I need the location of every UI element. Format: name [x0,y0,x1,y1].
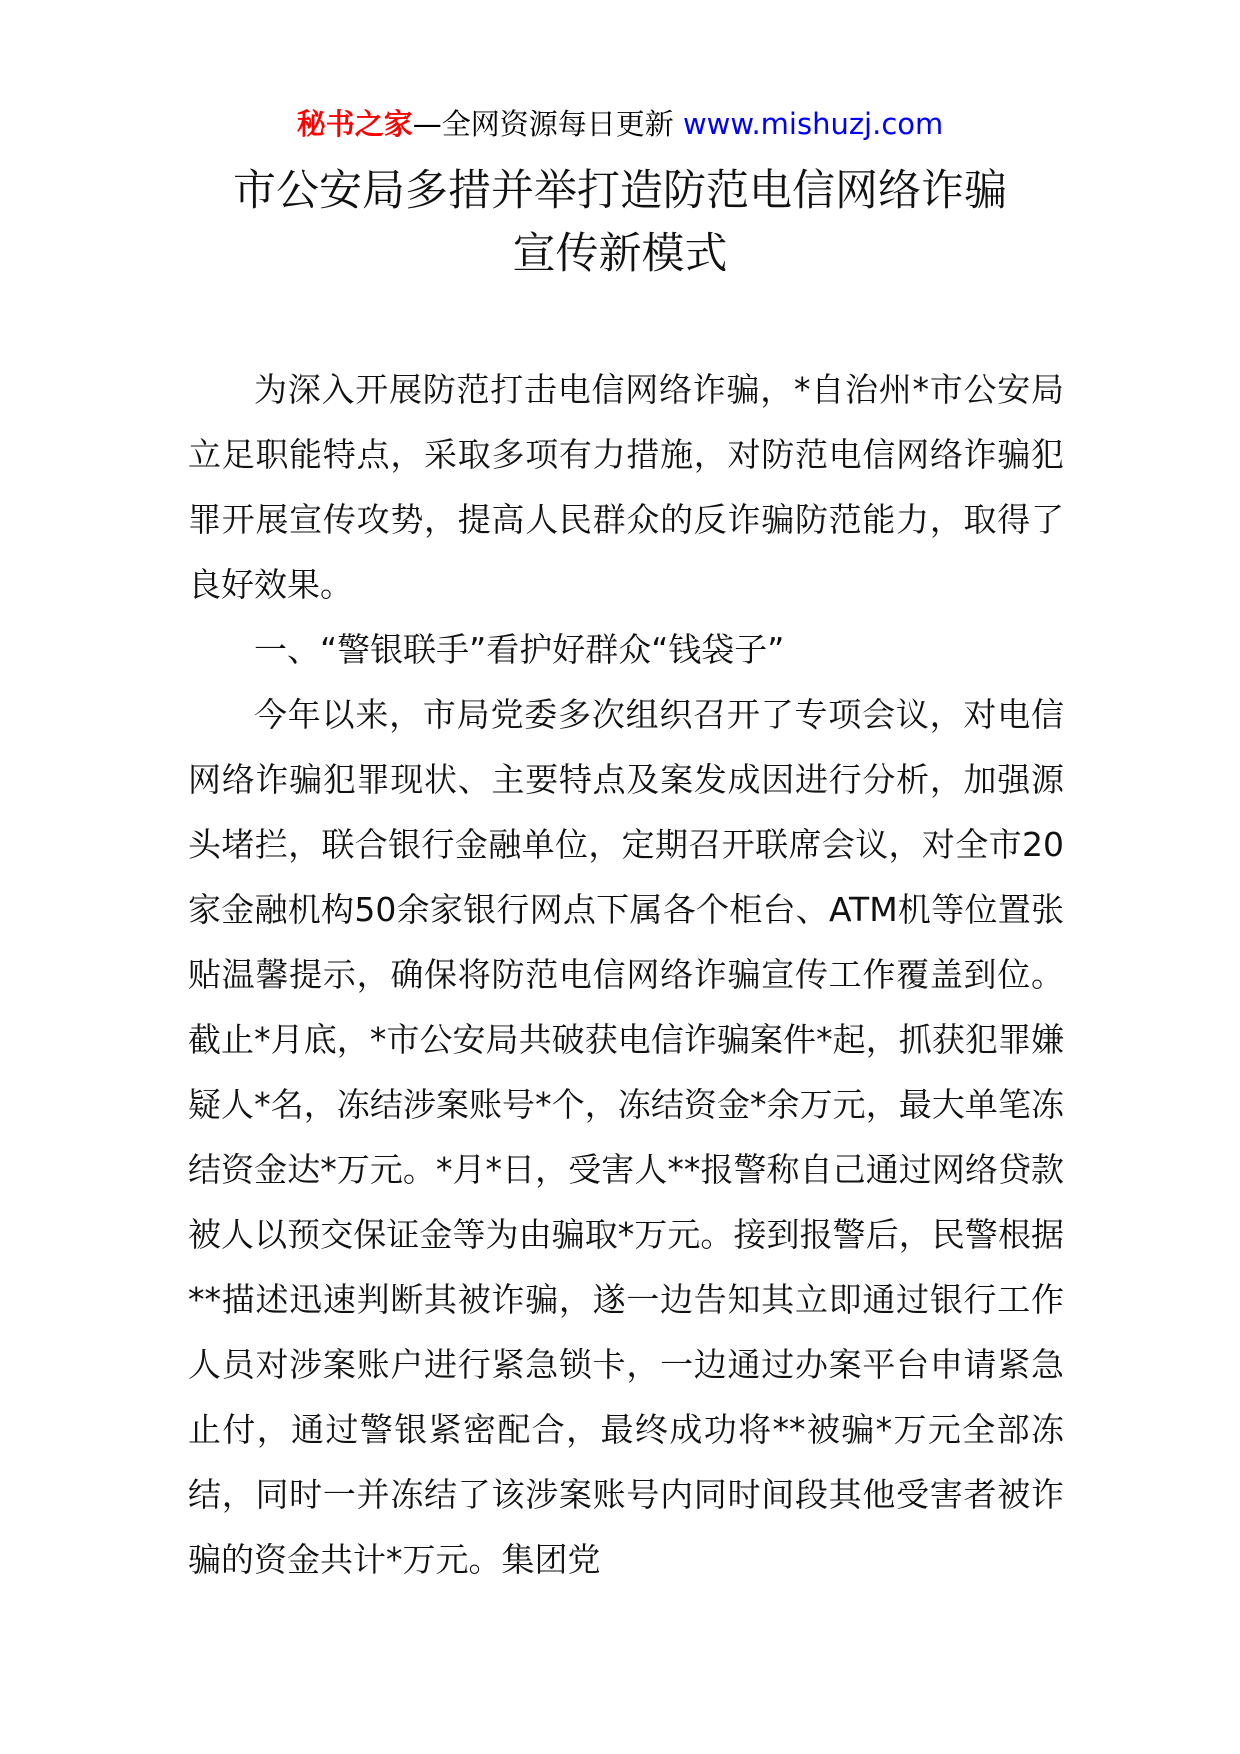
banner-tagline: —全网资源每日更新 [412,107,674,141]
section-heading: 一、“警银联手”看护好群众“钱袋子” [254,630,785,669]
site-banner [0,100,1240,148]
site-url[interactable]: www.mishuzj.com [682,107,944,141]
document-title-line-2: 宣传新模式 [512,229,728,279]
document-title [120,160,1120,286]
intro-paragraph: 为深入开展防范打击电信网络诈骗，*自治州*市公安局立足职能特点，采取多项有力措施，对防范电信网络诈骗犯罪开展宣传攻势，提高人民群众的反诈骗防范能力，取得了良好效果。 [188,370,1064,604]
document-body [188,357,1064,1592]
brand-name: 秘书之家 [296,107,413,141]
document-title-line-1: 市公安局多措并举打造防范电信网络诈骗 [233,166,1007,216]
body-paragraph: 今年以来，市局党委多次组织召开了专项会议，对电信网络诈骗犯罪现状、主要特点及案发成因进行分析，加强源头堵拦，联合银行金融单位，定期召开联席会议，对全市20家金融机构50余家银行网点下属各个柜台、ATM机等位置张贴温馨提示，确保将防范电信网络诈骗宣传工作覆盖到位。截止*月底，*市公安局共破获电信诈骗案件*起，抓获犯罪嫌疑人*名，冻结涉案账号*个，冻结资金*余万元，最大单笔冻结资金达*万元。*月*日，受害人**报警称自己通过网络贷款被人以预交保证金等为由骗取*万元。接到报警后，民警根据**描述迅速判断其被诈骗，遂一边告知其立即通过银行工作人员对涉案账户进行紧急锁卡，一边通过办案平台申请紧急止付，通过警银紧密配合，最终成功将**被骗*万元全部冻结，同时一并冻结了该涉案账号内同时间段其他受害者被诈骗的资金共计*万元。集团党 [188,695,1064,1579]
